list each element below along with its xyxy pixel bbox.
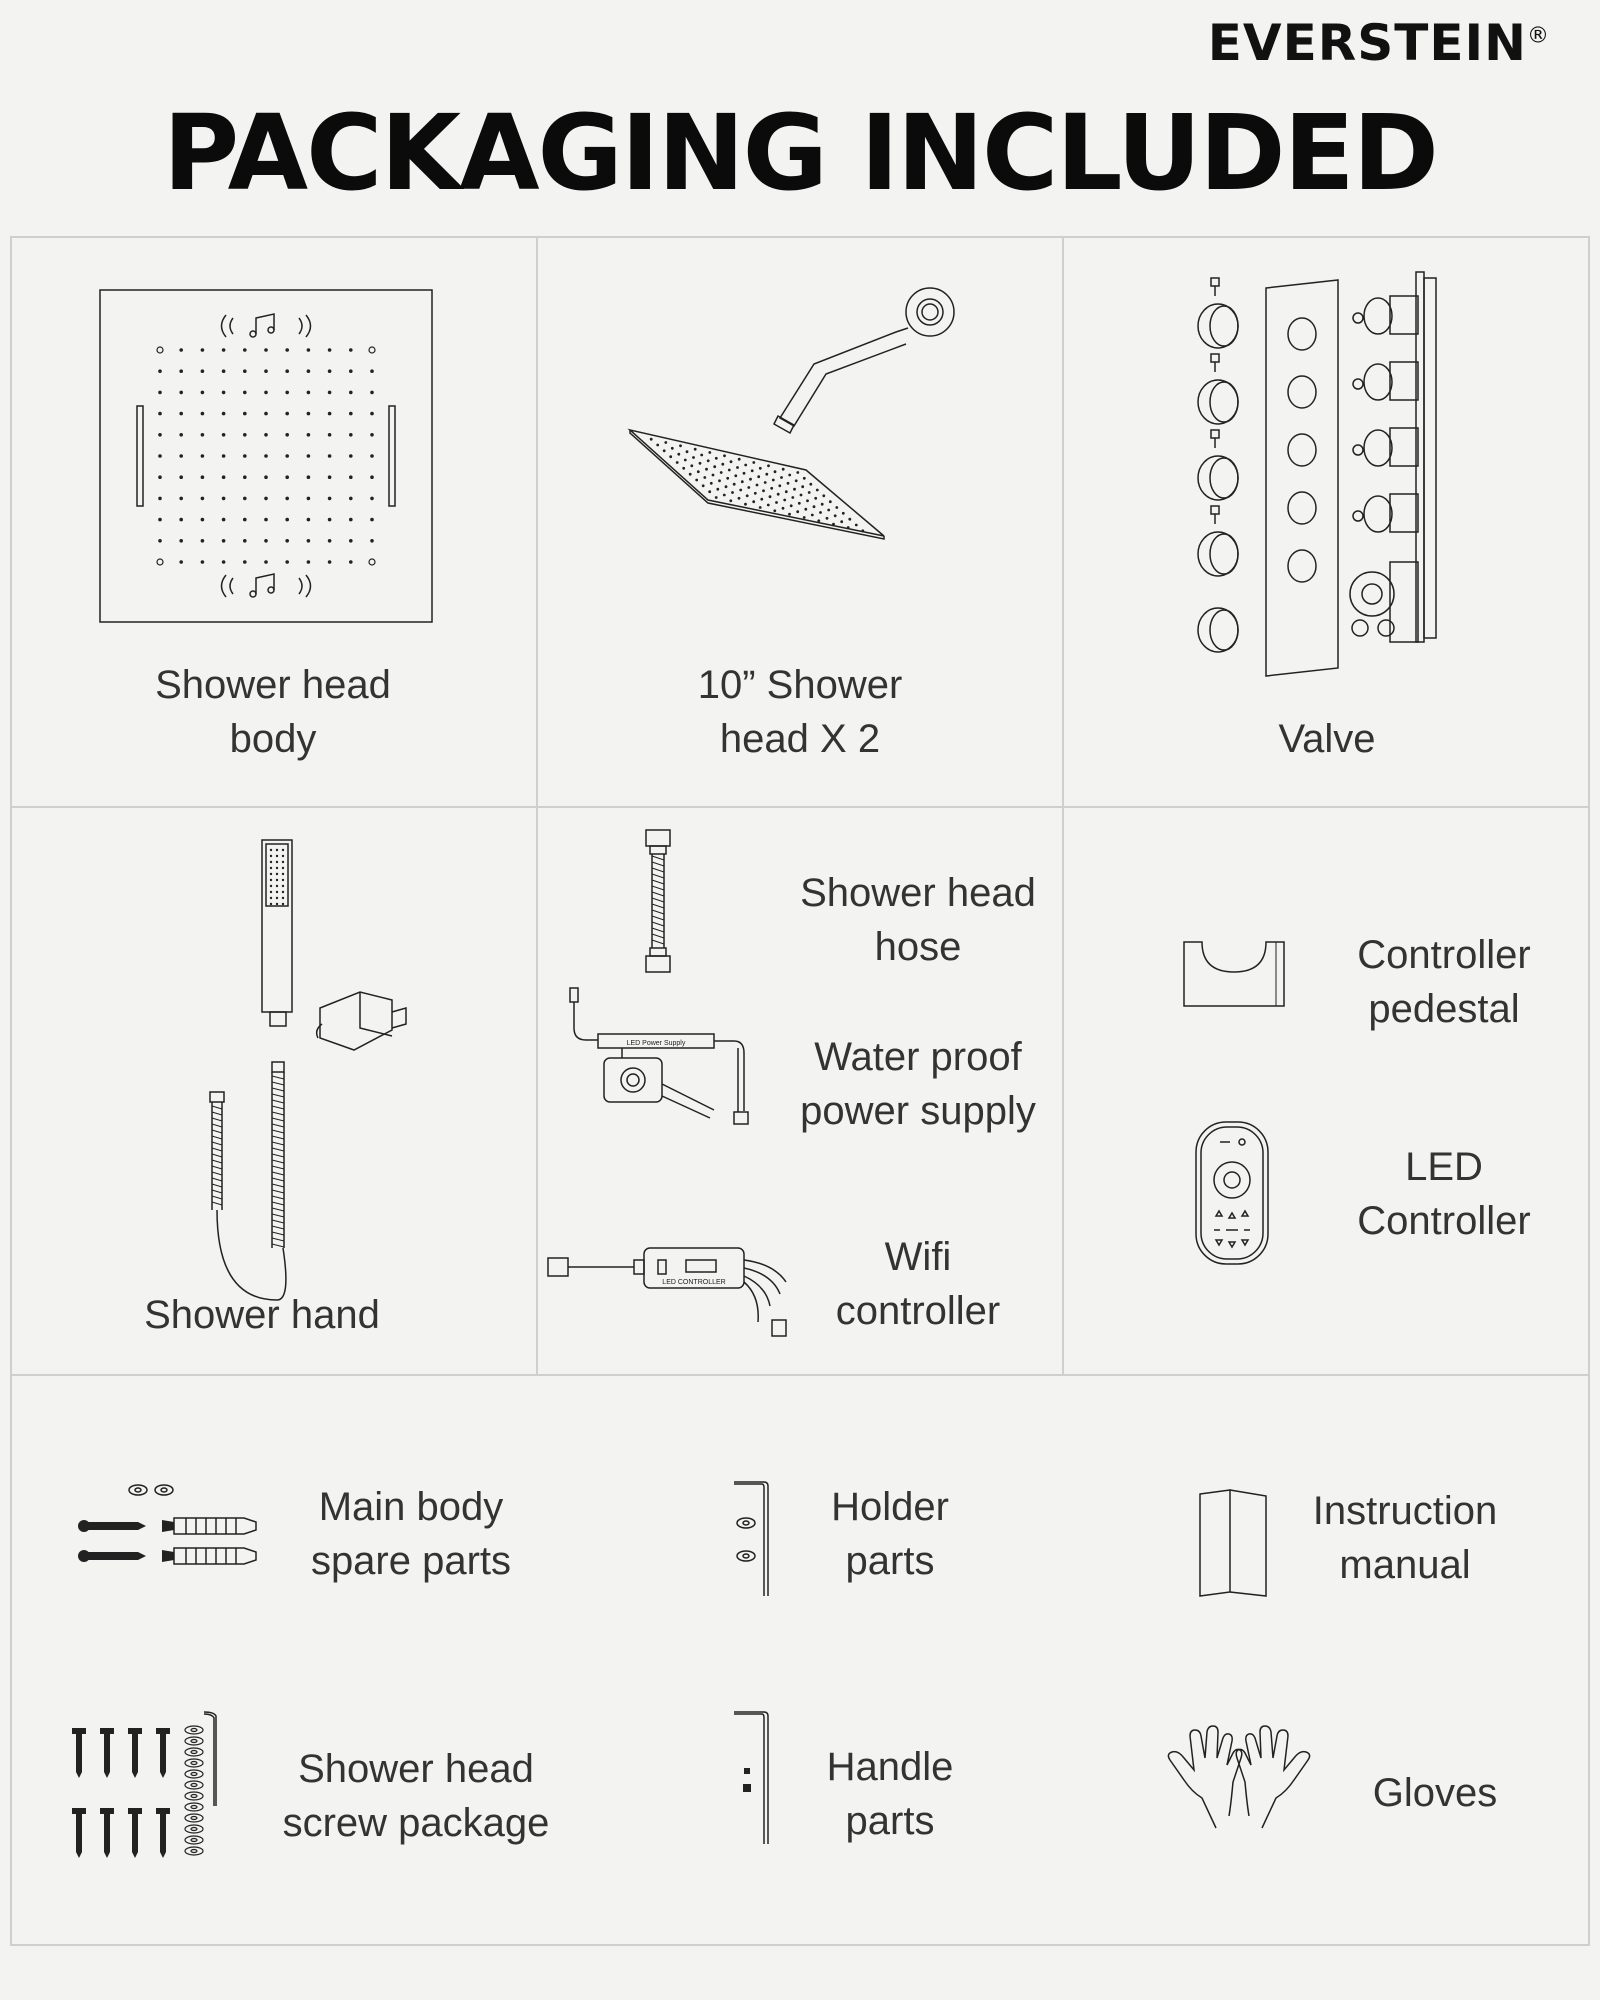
label-line: Holder — [831, 1485, 949, 1529]
gloves-icon — [1164, 1722, 1314, 1832]
item-wifi-controller — [538, 1146, 1062, 1372]
label-line: hose — [874, 925, 962, 969]
label-line: pedestal — [1368, 987, 1520, 1031]
label-line: parts — [845, 1799, 935, 1843]
item-label — [1280, 1484, 1530, 1592]
label-line: Controller — [1357, 933, 1531, 977]
item-holder-parts — [700, 1460, 1040, 1630]
registered-mark: ® — [1527, 23, 1550, 49]
manual-icon — [1196, 1486, 1276, 1596]
valve-icon — [1194, 264, 1494, 684]
remote-control-icon — [1192, 1118, 1272, 1268]
item-gloves — [1150, 1700, 1570, 1890]
label-line: Handle — [826, 1745, 954, 1789]
label-line: LED — [1405, 1145, 1483, 1189]
item-label — [790, 1740, 990, 1848]
label-line: 10” Shower — [697, 663, 903, 707]
brand-name: EVERSTEIN — [1207, 14, 1527, 72]
label-line: Gloves — [1372, 1771, 1498, 1815]
wifi-controller-icon — [546, 1246, 796, 1346]
label-line: Wifi — [884, 1235, 952, 1279]
item-label — [1314, 928, 1574, 1036]
item-shower-head-screw-package — [60, 1700, 580, 1890]
item-led-controller — [1064, 1086, 1590, 1372]
item-main-body-spare-parts — [60, 1460, 540, 1630]
item-shower-head-body — [12, 238, 534, 804]
item-label — [286, 1480, 536, 1588]
power-supply-box-text: LED Power Supply — [626, 1040, 686, 1047]
label-line: Valve — [1278, 717, 1376, 761]
item-instruction-manual — [1180, 1460, 1560, 1630]
hand-shower-icon — [192, 836, 452, 1306]
label-line: Shower head — [298, 1747, 534, 1791]
label-line: manual — [1339, 1543, 1471, 1587]
label-line: spare parts — [310, 1539, 512, 1583]
wifi-box-text: LED CONTROLLER — [662, 1279, 726, 1286]
item-label — [788, 866, 1048, 974]
holder-parts-icon — [730, 1478, 780, 1598]
label-line: head X 2 — [719, 717, 881, 761]
label-line: Shower head — [800, 871, 1036, 915]
item-label — [788, 1230, 1048, 1338]
shower-head-body-icon — [98, 288, 434, 624]
item-10-shower-head — [538, 238, 1062, 804]
item-label — [538, 658, 1062, 766]
item-shower-hand — [12, 806, 534, 1372]
item-label — [1064, 712, 1590, 766]
spare-parts-icon — [76, 1480, 266, 1590]
page-title: PACKAGING INCLUDED — [162, 92, 1437, 214]
label-line: parts — [845, 1539, 935, 1583]
label-line: Shower head — [155, 663, 391, 707]
item-controller-pedestal — [1064, 806, 1590, 1086]
label-line: Instruction — [1312, 1489, 1498, 1533]
item-valve — [1064, 238, 1590, 804]
item-label — [790, 1480, 990, 1588]
hose-icon — [638, 826, 678, 976]
label-line: Water proof — [814, 1035, 1022, 1079]
item-label — [12, 1288, 512, 1342]
power-supply-icon — [562, 986, 762, 1136]
pedestal-icon — [1180, 938, 1290, 1018]
item-label — [12, 658, 534, 766]
label-line: Controller — [1357, 1199, 1531, 1243]
item-label — [788, 1030, 1048, 1138]
brand-logo — [1208, 14, 1550, 72]
item-handle-parts — [700, 1700, 1040, 1890]
handle-parts-icon — [730, 1708, 780, 1848]
label-line: Main body — [318, 1485, 504, 1529]
label-line: screw package — [282, 1801, 550, 1845]
label-line: Shower hand — [144, 1293, 380, 1337]
item-label — [1314, 1140, 1574, 1248]
item-shower-head-hose — [538, 806, 1062, 986]
label-line: controller — [835, 1289, 1001, 1333]
label-line: body — [229, 717, 317, 761]
item-label — [1320, 1766, 1550, 1820]
item-water-proof-power-supply — [538, 986, 1062, 1146]
label-line: power supply — [800, 1089, 1036, 1133]
rain-shower-head-icon — [608, 288, 958, 608]
grid-divider — [12, 1374, 1590, 1376]
screw-package-icon — [70, 1708, 260, 1878]
item-label — [266, 1742, 566, 1850]
